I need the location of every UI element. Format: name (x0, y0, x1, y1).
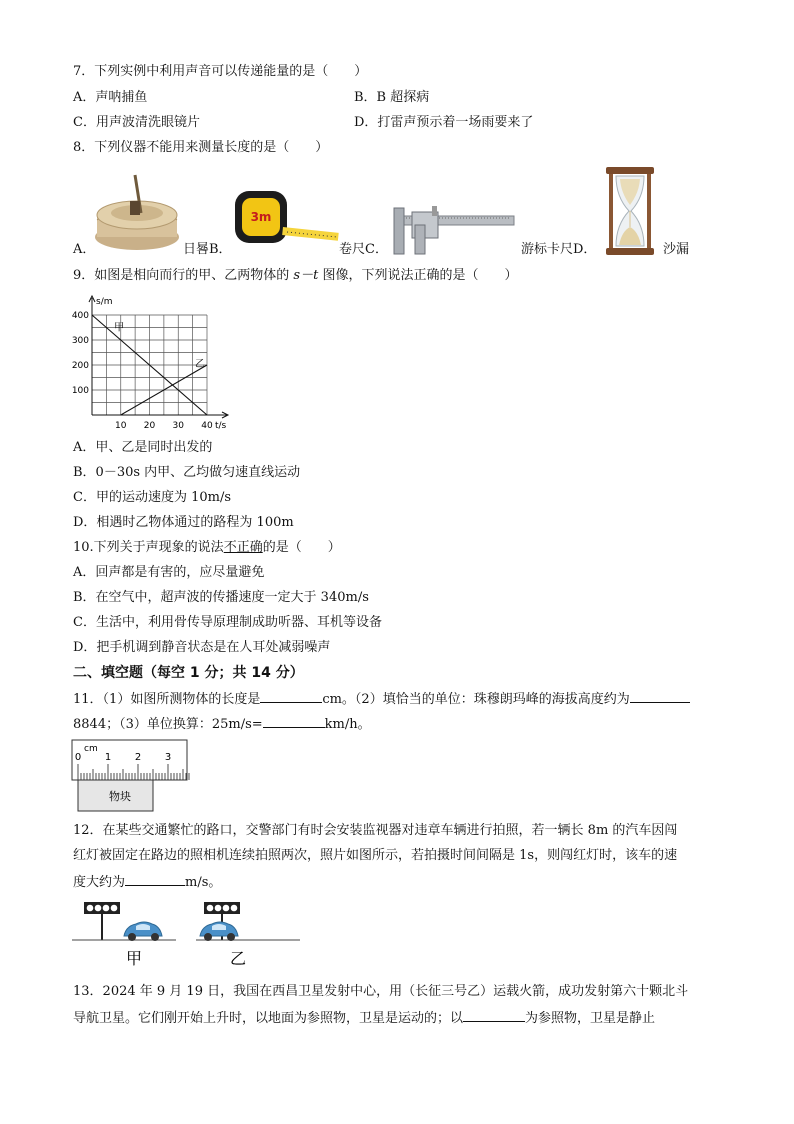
q8-option-d-name: 沙漏 (663, 242, 690, 257)
q9-option-c: C．甲的运动速度为 10m/s (73, 490, 231, 505)
chart-ticks (72, 311, 213, 431)
q7-option-c: C．用声波清洗眼镜片 (73, 115, 200, 130)
q11-text-1: 11．（1）如图所测物体的长度是 (73, 692, 261, 707)
q10-stem-post: 的是（ ） (262, 540, 341, 555)
q9-option-a: A．甲、乙是同时出发的 (73, 440, 213, 455)
ruler-label: 0 (74, 752, 82, 763)
photo-2-label: 乙 (229, 949, 247, 968)
q8-option-c-letter: C． (365, 242, 388, 257)
car-2 (200, 922, 238, 941)
vernier-caliper-image (390, 206, 518, 256)
q12-line-1: 12．在某些交通繁忙的路口，交警部门有时会安装监视器对违章车辆进行拍照，若一辆长 8m 的汽车因闯 (73, 823, 678, 838)
q10-stem (73, 539, 341, 557)
x-tick-label: 30 (172, 421, 184, 431)
q8-option-c-name: 游标卡尺 (521, 242, 574, 257)
hourglass-image (604, 167, 656, 257)
ruler-label: 2 (134, 752, 142, 763)
x-tick-label: 20 (143, 421, 156, 431)
q8-option-b-letter: B． (209, 242, 232, 257)
q9-stem-variable: s－t (293, 268, 319, 283)
q12-line-2: 红灯被固定在路边的照相机连续拍照两次，照片如图所示，若拍摄时间间隔是 1s，则闯红灯时，该车的速 (73, 848, 678, 863)
q11-text-2: cm。（2）填恰当的单位：珠穆朗玛峰的海拔高度约为 (322, 692, 630, 707)
ruler-figure (70, 738, 190, 814)
q10-stem-pre: 10.下列关于声现象的说法 (73, 540, 224, 555)
q8-option-a-letter: A． (73, 242, 96, 257)
tape-measure-image (233, 183, 343, 247)
photo-1 (72, 902, 176, 968)
y-tick-label: 100 (71, 386, 89, 396)
series-label-2: 乙 (195, 359, 205, 370)
series-label-1: 甲 (114, 322, 125, 334)
x-tick-label: 10 (115, 421, 127, 431)
q8-option-b-name: 卷尺 (339, 242, 366, 257)
q13-line-1: 13．2024 年 9 月 19 日，我国在西昌卫星发射中心，用（长征三号乙）运载火箭，成功发射第六十颗北斗 (73, 984, 689, 999)
q13-line-2 (73, 1008, 655, 1028)
q11-blank-length[interactable] (260, 689, 322, 703)
q12-line-3 (73, 872, 221, 892)
q10-option-c: C．生活中，利用骨传导原理制成助听器、耳机等设备 (73, 615, 382, 630)
q12-text-1: 度大约为 (73, 875, 126, 890)
tape-brand-text: 3m (250, 210, 272, 224)
x-tick-label: 40 (201, 421, 213, 431)
q9-stem-post: 图像，下列说法正确的是（ ） (318, 268, 518, 283)
q12-blank-speed[interactable] (125, 872, 185, 886)
q13-blank-reference[interactable] (463, 1008, 525, 1022)
y-axis-label: s/m (96, 297, 113, 307)
car-1 (124, 922, 162, 941)
photo-2 (196, 902, 300, 968)
q11-line-1 (73, 689, 690, 709)
q9-option-d: D．相遇时乙物体通过的路程为 100m (73, 515, 294, 530)
s-t-chart (68, 290, 238, 432)
q7-option-a: A．声呐捕鱼 (73, 90, 148, 105)
y-tick-label: 200 (71, 361, 89, 371)
ruler-label: 1 (104, 752, 112, 763)
q10-stem-emphasis: 不正确 (223, 540, 263, 555)
photo-1-label: 甲 (125, 949, 143, 968)
y-tick-label: 400 (71, 311, 89, 321)
q10-option-d: D．把手机调到静音状态是在人耳处减弱噪声 (73, 640, 331, 655)
q7-option-b: B．B 超探病 (354, 90, 430, 105)
q11-text-3: 8844；（3）单位换算：25m/s= (73, 717, 263, 732)
q10-option-a: A．回声都是有害的，应尽量避免 (73, 565, 265, 580)
q13-text-2: 为参照物，卫星是静止 (525, 1011, 656, 1026)
q11-blank-conversion[interactable] (263, 714, 325, 728)
q8-option-a-name: 日晷 (183, 242, 210, 257)
q7-stem: 7．下列实例中利用声音可以传递能量的是（ ） (73, 64, 368, 79)
ruler-unit: cm (84, 744, 98, 754)
q11-text-4: km/h。 (324, 717, 371, 732)
q8-option-d-letter: D． (573, 242, 597, 257)
q11-blank-unit[interactable] (630, 689, 690, 703)
q10-option-b: B．在空气中，超声波的传播速度一定大于 340m/s (73, 590, 369, 605)
section-2-title: 二、填空题（每空 1 分；共 14 分） (73, 665, 304, 681)
q7-option-d: D．打雷声预示着一场雨要来了 (354, 115, 534, 130)
traffic-photos (70, 898, 310, 970)
q8-stem: 8．下列仪器不能用来测量长度的是（ ） (73, 140, 329, 155)
y-tick-label: 300 (71, 336, 89, 346)
q9-option-b: B．0－30s 内甲、乙均做匀速直线运动 (73, 465, 301, 480)
x-axis-label: t/s (215, 421, 227, 431)
block-label: 物块 (109, 790, 131, 803)
q9-stem-pre: 9．如图是相向而行的甲、乙两物体的 (73, 268, 294, 283)
q9-stem (73, 267, 517, 285)
q12-text-2: m/s。 (185, 875, 222, 890)
q11-line-2 (73, 714, 371, 734)
ruler-label: 3 (164, 752, 172, 763)
sundial-image (92, 165, 182, 255)
q13-text-1: 导航卫星。它们刚开始上升时，以地面为参照物，卫星是运动的；以 (73, 1011, 464, 1026)
